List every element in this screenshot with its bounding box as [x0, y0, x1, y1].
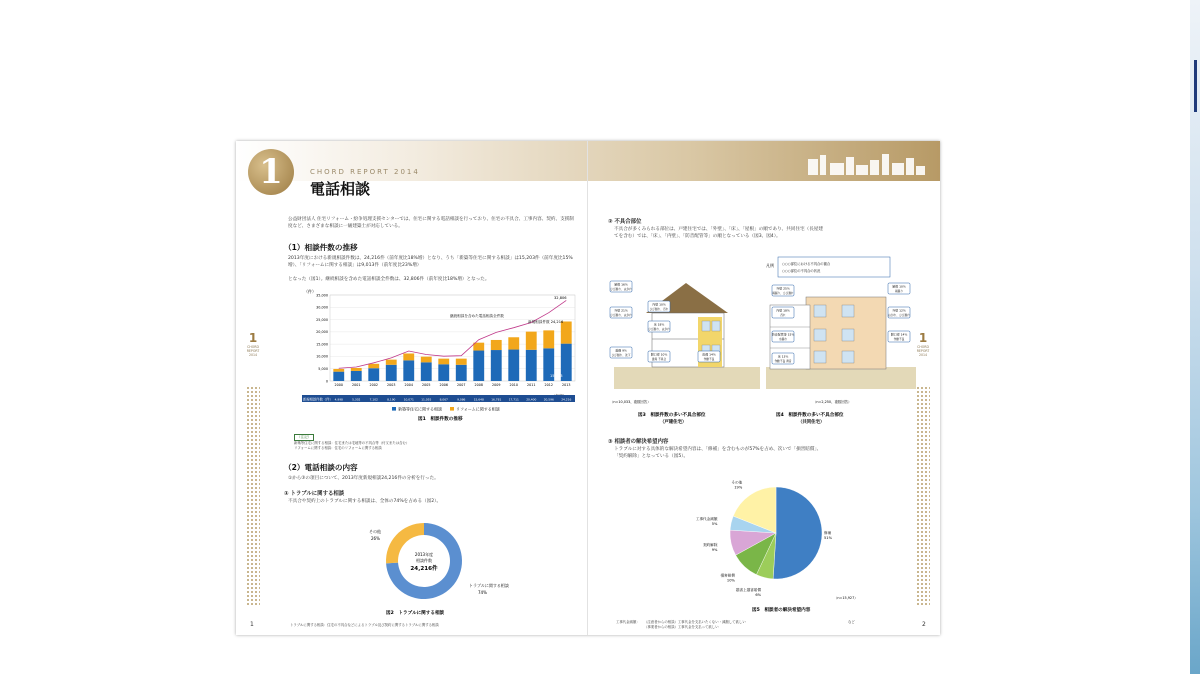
sidebar-right	[916, 331, 930, 357]
fig1-table-cell: 5,302	[352, 397, 361, 402]
callout-text: 内壁 18%	[776, 308, 790, 313]
intro-text: 公益財団法人 住宅リフォーム・紛争処理支援センターでは、住宅に関する電話相談を行っており、住宅の不具合、工事内容、契約、支援制度など、さまざまな相談に一級建築士が対応している。	[288, 217, 574, 229]
callout-text: 屋根 16%	[614, 282, 628, 287]
fig1-table-cell: 20,400	[526, 397, 537, 402]
callout-text: 雨漏り、ひび割れ	[772, 291, 794, 295]
callout-text: 外壁 25%	[776, 286, 790, 291]
fig5-label: 損害上損害賠償	[735, 588, 762, 593]
fig1-x-tick: 2006	[439, 383, 448, 387]
fig4-caption: 図4 相談件数の多い不具合部位	[776, 413, 844, 418]
subsection2-heading: ② 不具合部位	[608, 219, 642, 225]
callout-text: 床 18%	[653, 322, 665, 327]
fig1-table-header: 新規相談件数（件）	[303, 397, 333, 402]
callout-text: ひび割れ、汚れ	[649, 307, 669, 311]
fig1-annotation-15203: 15,203	[550, 374, 563, 378]
house1-illustration	[611, 283, 760, 389]
fig1-bar-new	[456, 365, 467, 381]
fig1-legend-reform: リフォームに関する相談	[456, 406, 500, 412]
fig1-bar-new	[421, 362, 432, 381]
fig1-bar-new	[473, 351, 484, 381]
fig5-label: 工事代金減額	[695, 516, 718, 521]
section1-heading: （1）相談件数の推移	[284, 243, 358, 252]
fig1-y-tick: 30,000	[316, 305, 328, 310]
fig2-donut-chart	[364, 511, 524, 627]
fig1-x-tick: 2013	[562, 383, 571, 387]
fig1-bar-new	[333, 372, 344, 381]
callout-text: 水漏れ	[778, 337, 788, 341]
callout-text: 建具 不具合	[651, 357, 667, 361]
fig5-note-tail: など	[848, 620, 855, 624]
fig5-value: 10%	[726, 578, 735, 583]
callout-text: 防音配管等 15%	[771, 332, 795, 337]
fig1-y-tick: 10,000	[316, 354, 328, 359]
callout-text: 雨漏り	[894, 289, 904, 293]
callout-text: 開口部 14%	[890, 332, 908, 337]
fig5-n: （n=15,927）	[834, 596, 858, 600]
fig1-table-cell: 4,998	[334, 397, 343, 402]
fig1-bar-reform	[351, 368, 362, 371]
fig1-annotation-new: 新規相談件数 24,216	[528, 320, 564, 324]
callout-text: 床 13%	[777, 354, 789, 359]
page-title: 電話相談	[310, 180, 371, 198]
fig1-ylabel: （件）	[304, 289, 316, 294]
fig1-x-tick: 2001	[352, 383, 361, 387]
fig1-bar-new	[491, 350, 502, 381]
fig1-x-tick: 2003	[387, 383, 396, 387]
fig1-note-line2: リフォームに関する相談：住宅のリフォームに関する相談	[294, 446, 382, 450]
fig5-label: 修補	[824, 531, 832, 536]
sidebar-left-number: 1	[248, 331, 258, 345]
fig2-caption: 図2 トラブルに関する相談	[386, 611, 445, 616]
fig1-bar-reform	[526, 332, 537, 350]
sidebar-right-label: CHORD REPORT 2014	[916, 345, 930, 357]
fig5-value: 51%	[824, 536, 832, 541]
callout-text: 屋根 10%	[892, 284, 906, 289]
fig1-bar-new	[368, 368, 379, 381]
fig1-table-cell: 24,216	[561, 397, 572, 402]
fig5-note1: （注意者からの相談）工事代金を支払いたくない・減額して欲しい	[644, 620, 746, 624]
subsection1-body: 不具合や契約上のトラブルに関する相談は、全体の74%を占める（図2）。	[288, 499, 442, 504]
fig1-bar-new	[386, 365, 397, 381]
legend-title: 凡例	[766, 263, 774, 268]
fig2-center-value: 24,216件	[410, 566, 438, 572]
skyline-icon	[806, 151, 926, 175]
fig1-x-tick: 2011	[527, 383, 536, 387]
fig1-bar-reform	[543, 330, 554, 348]
fig1-legend-new: 新築等住宅に関する相談	[398, 406, 442, 412]
fig1-x-tick: 2010	[509, 383, 518, 387]
fig2-label-other: その他	[369, 529, 381, 534]
fig5-note-label: 工事代金減額：	[616, 620, 640, 624]
fig5-value: 5%	[711, 521, 718, 526]
fig1-bar-new	[403, 360, 414, 381]
fig1-legend-swatch-reform	[450, 407, 454, 411]
callout-text: はがれ、ひび割れ	[888, 313, 910, 317]
fig5-label: その他	[731, 480, 743, 485]
chapter-number-badge: 1	[248, 149, 294, 195]
fig1-x-tick: 2005	[422, 383, 431, 387]
fig1-note-box: （注記）	[294, 434, 314, 441]
fig1-y-tick: 0	[325, 379, 328, 384]
fig1-bar-reform	[421, 357, 432, 363]
fig1-bar-reform	[333, 369, 344, 372]
fig2-label-trouble: トラブルに関する相談	[469, 583, 509, 588]
fig1-table-cell: 7,102	[369, 397, 378, 402]
callout-text: 外壁 12%	[892, 308, 906, 313]
page-number-left: 1	[250, 621, 254, 628]
fig1-y-tick: 20,000	[316, 330, 328, 335]
fig1-y-tick: 15,000	[316, 342, 328, 347]
fig2-center-year: 2013年度	[414, 552, 434, 557]
fig1-bar-reform	[491, 340, 502, 350]
document-spread	[236, 141, 940, 635]
fig1-bar-reform	[368, 364, 379, 368]
fig1-bar-chart	[300, 287, 582, 427]
page-number-right: 2	[922, 621, 926, 628]
subsection1-heading: ① トラブルに関する相談	[284, 491, 345, 497]
section1-body2: となった（図1）。継続相談を含めた電話相談全件数は、32,806件（前年度比18%増）となった。	[288, 277, 490, 282]
fig1-table-cell: 8,067	[439, 397, 448, 402]
fig2-note: トラブルに関する相談：住宅の不具合などによるトラブル及び契約に関するトラブルに関する相談	[290, 623, 439, 627]
fig5-label: 損害賠償	[720, 573, 735, 578]
fig1-bar-reform	[438, 359, 449, 365]
fig1-x-tick: 2009	[492, 383, 501, 387]
fig4-sub: （共同住宅）	[798, 420, 825, 425]
fig5-note2: （事業者からの相談）工事代金を支払って欲しい	[644, 625, 719, 629]
callout-text: ひび割れ、はがれ	[648, 327, 670, 331]
subsection3-body1: トラブルに対する具体的な解決希望内容は、「修補」を含むものが57%を占め、次いで「損害賠償」、	[614, 447, 822, 452]
subsection2-body1: 不具合が多くみられる部位は、戸建住宅では、「外壁」、「床」、「屋根」の順であり、共同住宅（長屋建	[614, 227, 824, 232]
fig1-bar-new	[351, 371, 362, 381]
fig1-bar-reform	[403, 353, 414, 360]
fig1-table-cell: 8,190	[387, 397, 396, 402]
fig1-bar-reform	[508, 337, 519, 349]
fig1-bar-reform	[386, 360, 397, 365]
fig1-bar-reform	[473, 343, 484, 351]
subsection3-body2: 「契約解除」となっている（図5）。	[614, 454, 689, 459]
legend-box	[778, 257, 890, 277]
fig5-pie-chart	[656, 467, 896, 627]
fig1-annotation-32806: 32,806	[554, 296, 567, 300]
fig1-bar-new	[526, 350, 537, 381]
fig1-caption: 図1 相談件数の推移	[418, 417, 463, 422]
fig3-n: （n=10,033、複数回答）	[610, 400, 651, 404]
callout-text: ひび割れ、はがれ	[610, 313, 632, 317]
fig1-plot-area	[330, 295, 575, 381]
fig2-value-other: 26%	[371, 536, 380, 541]
sidebar-left	[246, 331, 260, 357]
sidebar-left-label: CHORD REPORT 2014	[246, 345, 260, 357]
brand-label: CHORD REPORT 2014	[310, 168, 420, 176]
fig5-label: 契約解除	[703, 543, 718, 548]
edge-accent	[1194, 60, 1197, 112]
fig5-value: 9%	[711, 548, 718, 553]
callout-text: 作動不良	[703, 357, 715, 361]
callout-text: 汚れ	[780, 313, 786, 317]
legend-line1: ○○○部位における不具合の割合	[782, 262, 831, 266]
fig1-bar-reform	[456, 359, 467, 365]
sidebar-left-dots	[246, 386, 260, 606]
fig1-x-tick: 2008	[474, 383, 483, 387]
fig5-caption: 図5 相談者の解決希望内容	[752, 608, 811, 613]
fig1-bar-new	[508, 350, 519, 381]
fig1-table-cell: 9,086	[457, 397, 466, 402]
fig1-table-cell: 20,596	[543, 397, 554, 402]
fig4-n: （n=2,250、複数回答）	[813, 400, 852, 404]
subsection2-body2: てを含む）では、「床」、「内壁」、「防音配管等」の順となっている（図3、図4）。	[614, 234, 781, 239]
fig1-table-cell: 11,055	[421, 397, 432, 402]
section2-heading: （2）電話相談の内容	[284, 463, 358, 472]
fig1-table-cell: 10,071	[403, 397, 414, 402]
fig1-bar-new	[438, 364, 449, 381]
fig1-x-tick: 2004	[404, 383, 413, 387]
fig1-x-tick: 2007	[457, 383, 466, 387]
callout-text: 作動不良	[893, 337, 905, 341]
fig5-value: 19%	[734, 485, 743, 490]
fig1-bar-reform	[561, 321, 572, 343]
fig5-slice	[773, 487, 822, 579]
callout-text: ひび割れ、はがれ	[610, 287, 632, 291]
fig2-center-label: 相談件数	[416, 558, 432, 563]
fig1-x-tick: 2000	[334, 383, 343, 387]
callout-text: 開口部 10%	[650, 352, 668, 357]
fig1-annotation-total: 継続相談を含めた電話相談全件数	[450, 314, 504, 318]
fig3-fig4-house-diagrams	[608, 255, 918, 430]
background-edge	[1190, 0, 1200, 674]
fig1-x-tick: 2002	[369, 383, 378, 387]
fig1-table-cell: 15,648	[473, 397, 484, 402]
fig3-sub: （戸建住宅）	[660, 420, 687, 425]
fig1-legend-swatch-new	[392, 407, 396, 411]
callout-text: ひび割れ、沈下	[611, 353, 631, 357]
callout-text: 作動不良 遮音	[774, 359, 792, 363]
fig2-value-trouble: 74%	[478, 590, 487, 595]
fig1-table-cell: 16,781	[491, 397, 502, 402]
sidebar-right-number: 1	[918, 331, 928, 345]
fig1-y-tick: 35,000	[316, 293, 328, 298]
section2-body: ①から③の項目について、2013年度新規相談24,216件の分析を行った。	[288, 476, 439, 481]
callout-text: 内壁 10%	[652, 302, 666, 307]
fig5-value: 6%	[755, 593, 762, 598]
page-gutter	[587, 141, 588, 635]
fig1-x-tick: 2012	[544, 383, 553, 387]
callout-text: 外壁 21%	[614, 308, 628, 313]
fig1-y-tick: 5,000	[318, 367, 328, 372]
callout-text: 基礎 9%	[615, 348, 627, 353]
section1-body1: 2013年度における新規相談件数は、24,216件（前年度比18%増）となり、うち「新築等住宅に関する相談」は15,203件（前年度比15%増）、「リフォームに関する相談」は9,013件（前年度比23%増）	[288, 256, 573, 268]
callout-text: 設備 14%	[702, 352, 716, 357]
sidebar-right-dots	[916, 386, 930, 606]
fig1-note-line1: 新築等住宅に関する相談：住宅または宅地等の不具合等（付又または含む）	[294, 441, 410, 445]
fig1-table-cell: 17,711	[508, 397, 519, 402]
subsection3-heading: ③ 相談者の解決希望内容	[608, 439, 669, 445]
fig1-y-tick: 25,000	[316, 317, 328, 322]
fig3-caption: 図3 相談件数の多い不具合部位	[638, 413, 706, 418]
legend-line2: ○○○部位の不具合の状況	[782, 269, 821, 273]
